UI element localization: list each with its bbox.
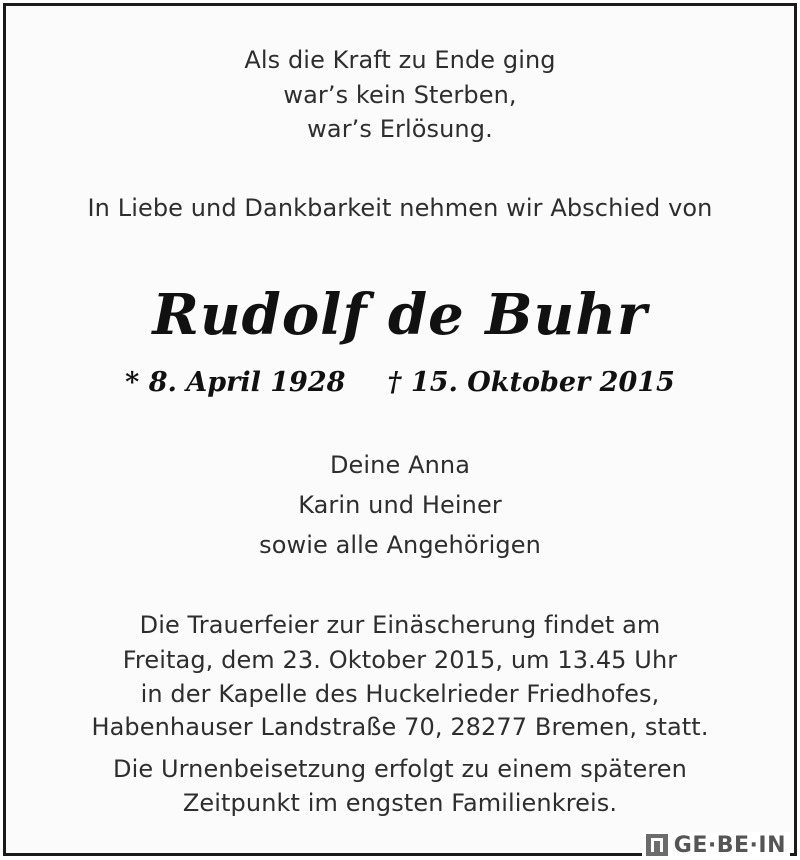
mourner-line-2: Karin und Heiner bbox=[298, 491, 502, 519]
ceremony-line-1: Die Trauerfeier zur Einäscherung findet am bbox=[139, 611, 661, 639]
life-dates bbox=[0, 366, 800, 400]
deceased-name: Rudolf de Buhr bbox=[152, 282, 648, 348]
verse-line-1: Als die Kraft zu Ende ging bbox=[244, 46, 556, 74]
mourner-line-1: Deine Anna bbox=[329, 451, 471, 479]
mourner-line-3: sowie alle Angehörigen bbox=[259, 531, 541, 559]
gebein-logo-mark-icon bbox=[646, 834, 668, 856]
death-date: † 15. Oktober 2015 bbox=[387, 367, 675, 398]
burial-line-1: Die Urnenbeisetzung erfolgt zu einem späteren bbox=[113, 755, 687, 783]
verse-line-2: war’s kein Sterben, bbox=[283, 81, 517, 109]
birth-date: * 8. April 1928 bbox=[125, 367, 346, 398]
logo-text: GE·BE·IN bbox=[673, 832, 786, 858]
ceremony-line-2: Freitag, dem 23. Oktober 2015, um 13.45 Uhr bbox=[122, 646, 678, 674]
ceremony-line-4: Habenhauser Landstraße 70, 28277 Bremen, statt. bbox=[91, 713, 709, 741]
publisher-logo bbox=[642, 832, 790, 858]
verse-line-3: war’s Erlösung. bbox=[307, 115, 493, 143]
burial-line-2: Zeitpunkt im engsten Familienkreis. bbox=[182, 789, 618, 817]
intro-text: In Liebe und Dankbarkeit nehmen wir Abschied von bbox=[87, 194, 713, 222]
ceremony-line-3: in der Kapelle des Huckelrieder Friedhofes, bbox=[140, 680, 660, 708]
